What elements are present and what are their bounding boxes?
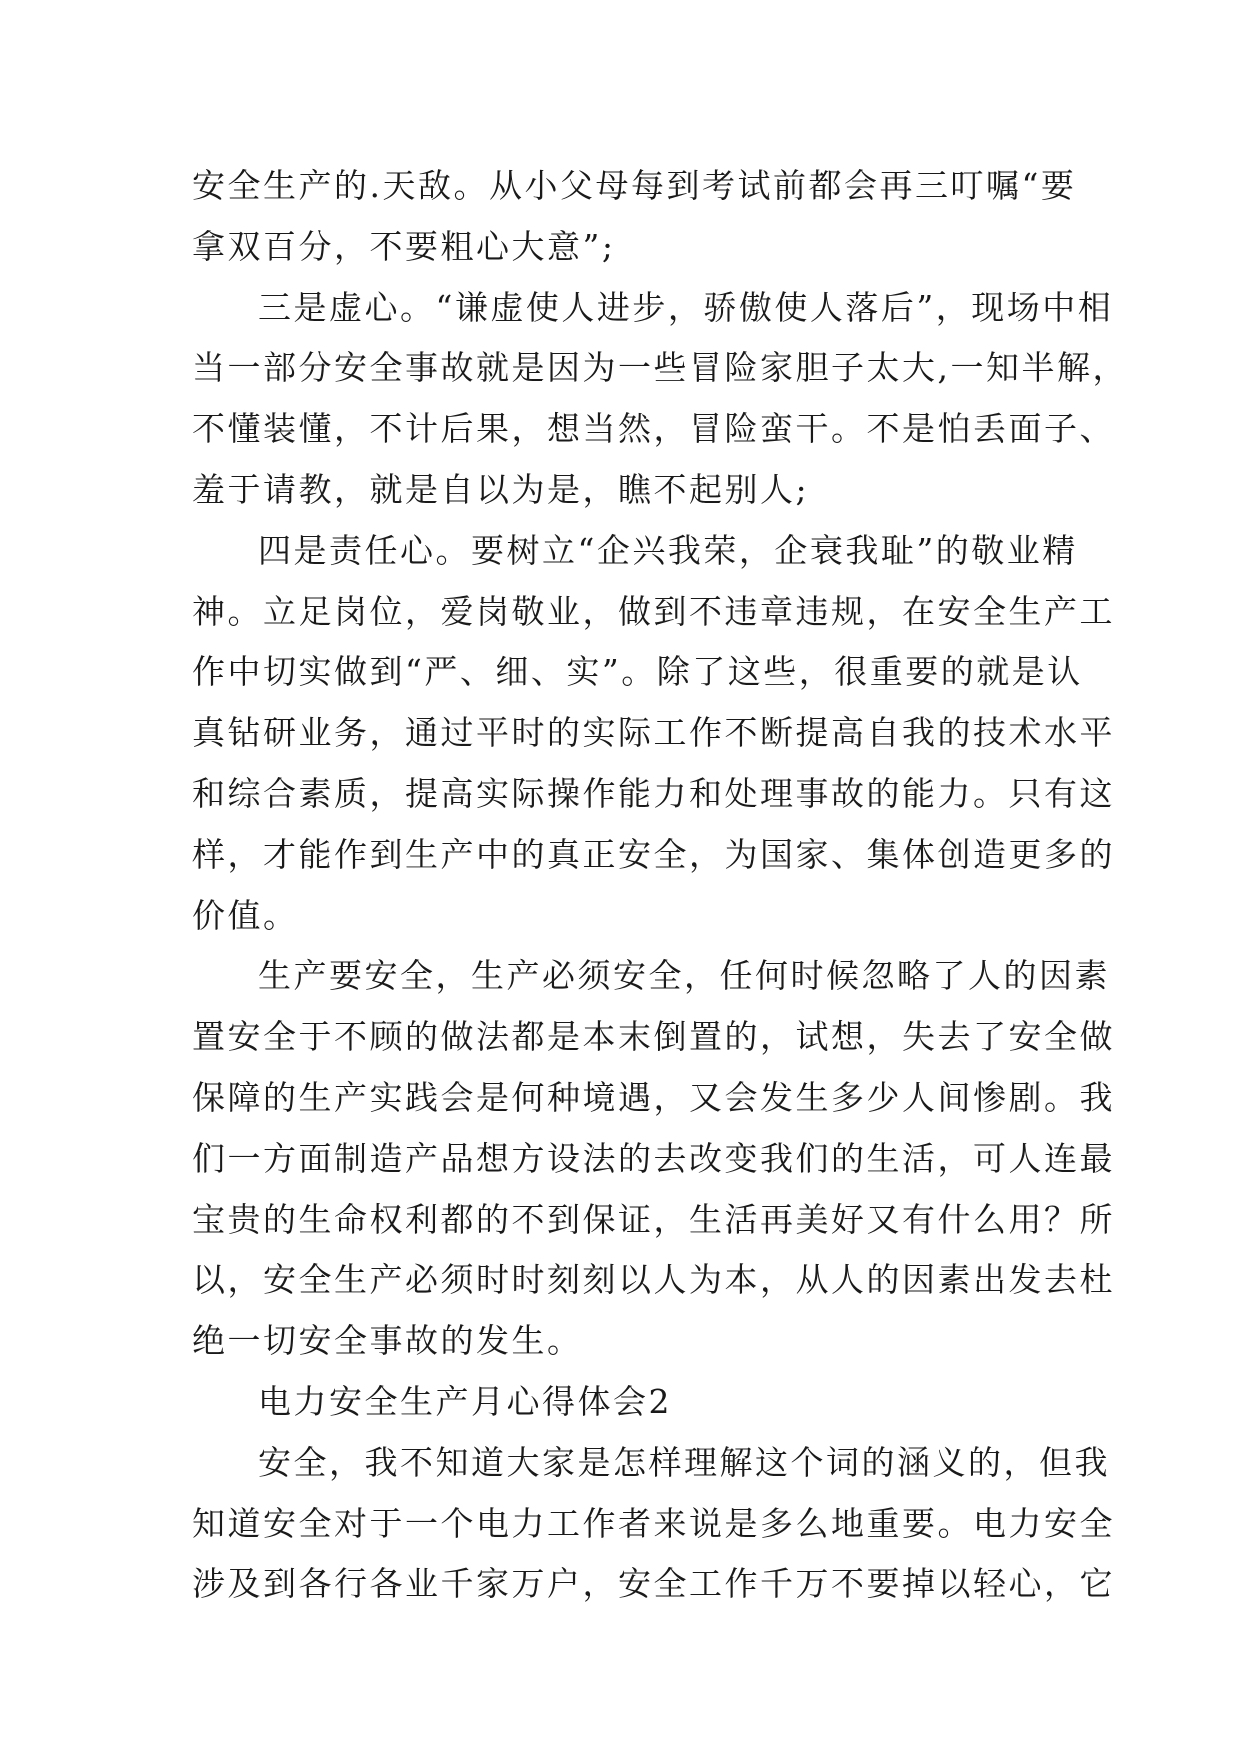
text-line: 不懂装懂，不计后果，想当然，冒险蛮干。不是怕丢面子、 xyxy=(192,409,1115,449)
text-line: 知道安全对于一个电力工作者来说是多么地重要。电力安全 xyxy=(192,1503,1115,1543)
paragraph-first-line: 三是虚心。“谦虚使人进步，骄傲使人落后”，现场中相 xyxy=(258,287,1114,327)
text-line: 作中切实做到“严、细、实”。除了这些，很重要的就是认 xyxy=(192,652,1083,692)
text-line: 安全生产的.天敌。从小父母每到考试前都会再三叮嘱“要 xyxy=(192,166,1077,205)
text-line: 保障的生产实践会是何种境遇，又会发生多少人间惨剧。我 xyxy=(192,1077,1115,1117)
text-line: 神。立足岗位，爱岗敬业，做到不违章违规，在安全生产工 xyxy=(192,591,1115,631)
text-line: 宝贵的生命权利都的不到保证，生活再美好又有什么用？所 xyxy=(192,1199,1115,1239)
paragraph-first-line: 安全，我不知道大家是怎样理解这个词的涵义的，但我 xyxy=(258,1442,1110,1482)
text-line: 置安全于不顾的做法都是本末倒置的，试想，失去了安全做 xyxy=(192,1017,1115,1057)
text-line: 真钻研业务，通过平时的实际工作不断提高自我的技术水平 xyxy=(192,713,1115,753)
text-line: 以，安全生产必须时时刻刻以人为本，从人的因素出发去杜 xyxy=(192,1260,1115,1300)
paragraph-first-line: 电力安全生产月心得体会2 xyxy=(258,1381,672,1421)
paragraph-first-line: 四是责任心。要树立“企兴我荣，企衰我耻”的敬业精 xyxy=(258,530,1078,570)
paragraph-first-line: 生产要安全，生产必须安全，任何时候忽略了人的因素 xyxy=(258,956,1110,996)
text-line: 样，才能作到生产中的真正安全，为国家、集体创造更多的 xyxy=(192,834,1115,874)
text-line: 拿双百分，不要粗心大意”; xyxy=(192,226,616,266)
text-line: 和综合素质，提高实际操作能力和处理事故的能力。只有这 xyxy=(192,773,1115,813)
text-line: 羞于请教，就是自以为是，瞧不起别人; xyxy=(192,469,810,509)
text-line: 们一方面制造产品想方设法的去改变我们的生活，可人连最 xyxy=(192,1138,1115,1178)
document-body xyxy=(192,156,1128,1615)
text-line: 绝一切安全事故的发生。 xyxy=(192,1321,583,1361)
text-line: 当一部分安全事故就是因为一些冒险家胆子太大,一知半解， xyxy=(192,348,1128,388)
text-line: 价值。 xyxy=(192,895,299,935)
text-line: 涉及到各行各业千家万户，安全工作千万不要掉以轻心，它 xyxy=(192,1564,1115,1604)
